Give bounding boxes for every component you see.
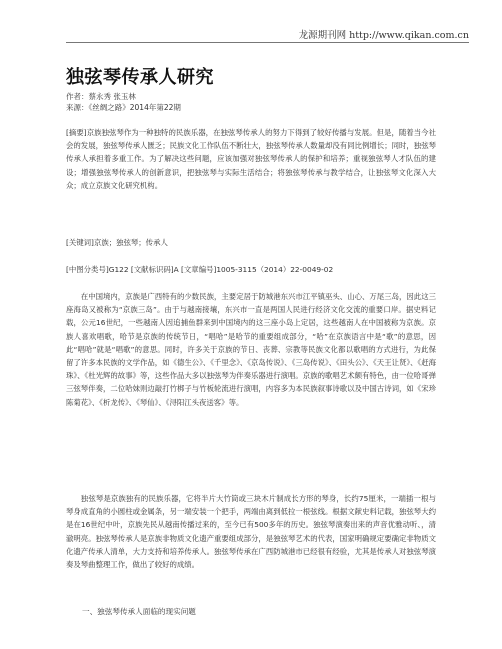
article-source: 来源：《丝绸之路》2014年第22期 — [66, 103, 181, 112]
body-paragraph: 独弦琴是京族独有的民族乐器，它将半片大竹筒或三块木片制成长方形的琴身，长约75厘米，一端插一根与琴身成直角的小圆柱或金属条，另一端安装一个把手，两端由离到低拉一根弦线。根据文献史料记载，独弦琴大约是在16世纪中叶，京族先民从越南传播过来的，至今已有500多年的历史。独弦琴演奏出来的声音优雅动听、，清澈明亮。独弦琴传承人是京族非物质文化遗产重要组成部分，是独弦琴艺术的代表，国家明确规定要确定非物质文化遗产传承人清单，大力支持和培养传承人。独弦琴传承在广西防城港市已经很有经验，尤其是传承人对独弦琴演奏及琴曲整理工作，做出了较好的成绩。 — [66, 494, 436, 570]
body-paragraph: 在中国境内，京族是广西特有的少数民族，主要定居于防城港东兴市江平镇巫头、山心、万尾三岛，因此这三座海岛又被称为“京族三岛”。由于与越南接壤，东兴市一直是两国人民进行经济文化交流的重要口岸。据史料记载，公元16世纪，一些越南人因追捕鱼群来到中国境内的这三座小岛上定居，这些越南人在中国被称为京族。京族人喜欢唱歌，哈节是京族的传统节日，“唱哈”是哈节的重要组成部分，“哈”在京族语言中是“歌”的意思，因此“唱哈”就是“唱歌”的意思。同时，许多关于京族的节日、丧葬、宗教等民族文化都以歌唱的方式进行，为此保留了许多本民族的文学作品，如《德生公》、《千里念》、《京岛传说》、《三岛传说》、《田头公》、《天王让贤》、《赶海珠》、《杜光辉的故事》等，这些作品大多以独弦琴为伴奏乐器进行演唱。京族的歌唱艺术颇有特色，由一位哈哥弹三弦琴伴奏，二位哈妹则边敲打竹梆子与竹板轮流进行演唱，内容多为本民族叙事诗歌以及中国古诗词，如《宋珍 陈菊花》、《析龙传》、《琴仙》、《浔阳江头夜送客》等。 — [66, 292, 436, 407]
header-divider — [66, 42, 469, 43]
article-authors: 作者：蔡永秀 张玉林 — [66, 92, 136, 101]
article-abstract: [摘要]京族独弦琴作为一种独特的民族乐器，在独弦琴传承人的努力下得到了较好传播与发展。但是，随着当今社会的发展，独弦琴传承人匮乏；民族文化工作队伍不断壮大，独弦琴传承人数量却没有同比例增长；同时，独弦琴传承人承担着多重工作。为了解决这些问题，应该加强对独弦琴传承人的保护和培养；重视独弦琴人才队伍的建设；增强独弦琴传承人的创新意识，把独弦琴与实际生活结合；将独弦琴传承与教学结合，让独弦琴文化深入大众；成立京族文化研究机构。 — [66, 128, 436, 190]
journal-source-header[interactable]: 龙源期刊网 http://www.qikan.com.cn — [298, 30, 469, 41]
section-heading: 一、独弦琴传承人面临的现实问题 — [82, 607, 196, 616]
article-keywords: [关键词]京族；独弦琴；传承人 — [66, 238, 168, 247]
article-classification: [中图分类号]G122 [文献标识码]A [文章编号]1005-3115（2014）22-0049-02 — [66, 265, 334, 274]
article-title: 独弦琴传承人研究 — [66, 67, 214, 88]
